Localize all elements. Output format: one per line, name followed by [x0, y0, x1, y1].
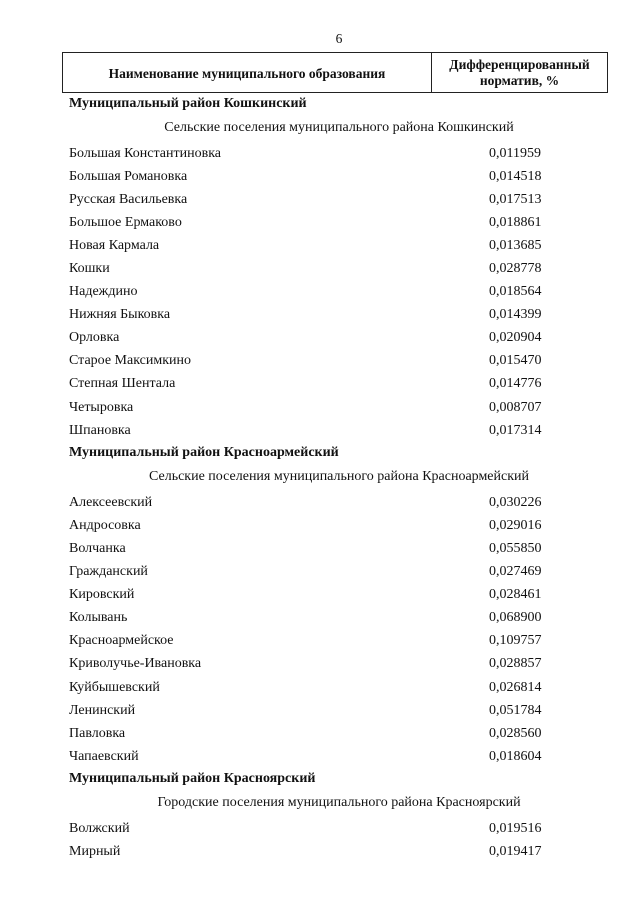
district-section — [0, 93, 640, 442]
subgroup-title: Сельские поселения муниципального района Кошкинский — [164, 120, 514, 135]
settlement-name: Нижняя Быковка — [69, 307, 171, 323]
normative-value: 0,028461 — [489, 587, 542, 603]
settlement-name: Шпановка — [69, 422, 131, 438]
normative-value: 0,014399 — [489, 307, 542, 323]
normative-value: 0,014518 — [489, 168, 542, 184]
table-row — [0, 304, 640, 327]
normative-value: 0,027469 — [489, 564, 542, 580]
norm-column-header-line1: Дифференцированный — [449, 56, 590, 72]
table-row — [0, 396, 640, 419]
table-row — [0, 373, 640, 396]
table-row — [0, 491, 640, 514]
table-header — [62, 52, 608, 93]
normative-value: 0,018861 — [489, 214, 542, 230]
settlement-name: Колывань — [69, 610, 128, 626]
norm-column-header — [432, 53, 607, 92]
normative-value: 0,008707 — [489, 399, 542, 415]
table-row — [0, 653, 640, 676]
settlement-name: Красноармейское — [69, 633, 174, 649]
settlement-name: Кировский — [69, 587, 135, 603]
settlement-name: Степная Шентала — [69, 376, 176, 392]
settlement-name: Ленинский — [69, 702, 136, 718]
table-row — [0, 817, 640, 840]
table-row — [0, 281, 640, 304]
settlement-name: Павловка — [69, 725, 126, 741]
normative-value: 0,055850 — [489, 540, 542, 556]
normative-value: 0,019417 — [489, 843, 542, 859]
table-row — [0, 165, 640, 188]
district-title: Муниципальный район Красноярский — [69, 771, 316, 787]
table-row — [0, 840, 640, 863]
settlement-name: Гражданский — [69, 564, 148, 580]
table-row — [0, 676, 640, 699]
normative-value: 0,018604 — [489, 748, 542, 764]
normative-value: 0,051784 — [489, 702, 542, 718]
normative-value: 0,019516 — [489, 820, 542, 836]
table-row — [0, 630, 640, 653]
settlement-name: Алексеевский — [69, 494, 153, 510]
table-row — [0, 188, 640, 211]
normative-value: 0,026814 — [489, 679, 542, 695]
settlement-name: Большая Романовка — [69, 168, 188, 184]
normative-value: 0,028778 — [489, 261, 542, 277]
normative-value: 0,011959 — [489, 145, 541, 161]
normative-value: 0,013685 — [489, 237, 542, 253]
settlement-name: Старое Максимкино — [69, 353, 192, 369]
table-row — [0, 514, 640, 537]
norm-column-header-line2: норматив, % — [479, 72, 560, 88]
table-row — [0, 211, 640, 234]
settlement-name: Орловка — [69, 330, 120, 346]
district-section — [0, 442, 640, 768]
normative-value: 0,015470 — [489, 353, 542, 369]
page-number: 6 — [335, 31, 343, 46]
settlement-name: Четыровка — [69, 399, 134, 415]
settlement-name: Новая Кармала — [69, 237, 160, 253]
normative-value: 0,014776 — [489, 376, 542, 392]
normative-value: 0,029016 — [489, 517, 542, 533]
settlement-name: Русская Васильевка — [69, 191, 188, 207]
table-row — [0, 584, 640, 607]
table-row — [0, 745, 640, 768]
settlement-name: Мирный — [69, 843, 121, 859]
table-row — [0, 419, 640, 442]
normative-value: 0,017513 — [489, 191, 542, 207]
normative-value: 0,109757 — [489, 633, 542, 649]
normative-value: 0,018564 — [489, 284, 542, 300]
normative-value: 0,017314 — [489, 422, 542, 438]
normative-value: 0,030226 — [489, 494, 542, 510]
settlement-name: Куйбышевский — [69, 679, 160, 695]
normative-value: 0,028857 — [489, 656, 542, 672]
normative-value: 0,020904 — [489, 330, 542, 346]
normative-value: 0,068900 — [489, 610, 542, 626]
table-row — [0, 350, 640, 373]
settlement-name: Большое Ермаково — [69, 214, 182, 230]
settlement-name: Надеждино — [69, 284, 138, 300]
table-row — [0, 142, 640, 165]
table-row — [0, 257, 640, 280]
settlement-name: Волчанка — [69, 540, 126, 556]
table-row — [0, 561, 640, 584]
table-row — [0, 699, 640, 722]
district-title: Муниципальный район Кошкинский — [69, 96, 307, 111]
district-title: Муниципальный район Красноармейский — [69, 445, 339, 461]
table-row — [0, 327, 640, 350]
settlement-name: Чапаевский — [69, 748, 139, 764]
settlement-name: Кошки — [69, 261, 110, 277]
table-row — [0, 537, 640, 560]
table-body — [0, 93, 640, 864]
normative-value: 0,028560 — [489, 725, 542, 741]
settlement-name: Андросовка — [69, 517, 141, 533]
settlement-name: Волжский — [69, 820, 130, 836]
settlement-name: Большая Константиновка — [69, 145, 222, 161]
table-row — [0, 234, 640, 257]
subgroup-title: Городские поселения муниципального района Красноярский — [157, 795, 521, 811]
settlement-name: Криволучье-Ивановка — [69, 656, 202, 672]
subgroup-title: Сельские поселения муниципального района Красноармейский — [148, 469, 530, 485]
table-row — [0, 722, 640, 745]
district-section — [0, 768, 640, 863]
table-row — [0, 607, 640, 630]
name-column-header: Наименование муниципального образования — [63, 53, 432, 92]
